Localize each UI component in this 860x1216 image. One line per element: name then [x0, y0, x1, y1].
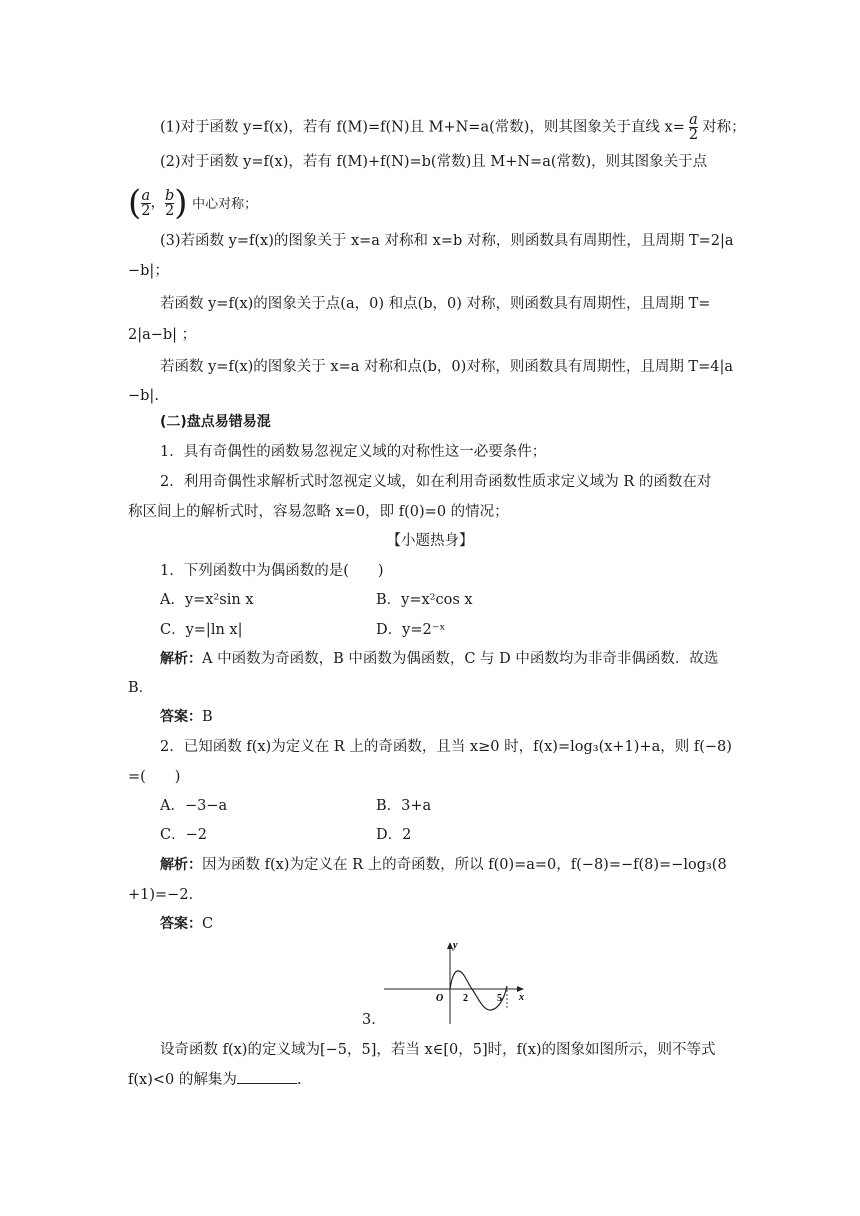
pitfall-2a: 2．利用奇偶性求解析式时忽视定义域，如在利用奇函数性质求定义域为 R 的函数在对 — [160, 474, 712, 490]
line-1 — [160, 113, 760, 142]
q3-stem: 设奇函数 f(x)的定义域为[−5，5]，若当 x∈[0，5]时，f(x)的图象如图所示，则不等式 — [160, 1042, 716, 1058]
origin-label: O — [436, 993, 444, 1004]
q2-option-b: B．3+a — [376, 798, 432, 814]
fraction-a-over-2: $\frac{a}{2}$ — [688, 112, 699, 143]
x-axis-label: x — [519, 992, 524, 1003]
q2-analysis-cont: +1)=−2. — [128, 887, 194, 903]
line-2: (2)对于函数 y=f(x)，若有 f(M)+f(N)=b(常数)且 M+N=a(常数)，则其图象关于点 — [160, 154, 708, 170]
q2-answer — [160, 914, 760, 934]
line-6: 若函数 y=f(x)的图象关于点(a，0) 和点(b，0) 对称，则函数具有周期性，且周期 T= — [160, 296, 711, 312]
q2-answer-label: 答案： — [160, 916, 202, 932]
line-5: −b|； — [128, 263, 169, 279]
q1-option-b: B．y=x²cos x — [376, 592, 473, 608]
section-heading: (二)盘点易错易混 — [160, 414, 271, 430]
line-1-text: (1)对于函数 y=f(x)，若有 f(M)=f(N)且 M+N=a(常数)，则其图象关于直线 x= — [160, 119, 685, 136]
q2-stem: 2．已知函数 f(x)为定义在 R 上的奇函数，且当 x≥0 时，f(x)=log₃(x+1)+a，则 f(−8) — [160, 739, 732, 755]
pitfall-2b: 称区间上的解析式时，容易忽略 x=0，即 f(0)=0 的情况； — [128, 504, 509, 520]
y-axis-label: y — [453, 940, 458, 951]
q2-analysis-text: 因为函数 f(x)为定义在 R 上的奇函数，所以 f(0)=a=0，f(−8)=−f(8)=−log₃(8 — [202, 857, 727, 873]
line-3-tail: 中心对称； — [192, 197, 258, 212]
q1-option-c: C．y=|ln x| — [160, 622, 243, 638]
line-7: 2|a−b| ； — [128, 327, 197, 343]
line-4: (3)若函数 y=f(x)的图象关于 x=a 对称和 x=b 对称，则函数具有周期性，且周期 T=2|a — [160, 233, 734, 249]
q1-analysis-label: 解析： — [160, 651, 202, 667]
q2-analysis-label: 解析： — [160, 857, 202, 873]
q2-option-a: A．−3−a — [160, 798, 228, 814]
q3-stem-cont — [128, 1070, 760, 1090]
q2-stem-cont: =( ) — [128, 769, 181, 785]
tick-5-label: 5 — [497, 993, 502, 1004]
q1-option-d: D．y=2⁻ˣ — [376, 622, 446, 638]
q2-answer-value: C — [202, 916, 214, 932]
q1-answer — [160, 707, 760, 727]
pitfall-1: 1．具有奇偶性的函数易忽视定义域的对称性这一必要条件； — [160, 444, 547, 460]
q1-analysis-cont: B． — [128, 680, 154, 696]
function-curve — [450, 971, 507, 1010]
q1-option-a: A．y=x²sin x — [160, 592, 254, 608]
q2-option-c: C．−2 — [160, 827, 207, 843]
q1-analysis-text: A 中函数为奇函数，B 中函数为偶函数，C 与 D 中函数均为非奇非偶函数．故选 — [202, 651, 719, 667]
line-1-tail: 对称； — [702, 119, 746, 136]
q3-function-graph — [380, 938, 540, 1028]
q2-analysis — [160, 855, 760, 875]
answer-blank — [237, 1071, 297, 1084]
line-3 — [128, 183, 760, 223]
q1-answer-value: B — [202, 709, 213, 725]
q2-option-d: D．2 — [376, 827, 412, 843]
tick-2-label: 2 — [463, 993, 468, 1004]
line-9: −b|. — [128, 388, 159, 404]
q1-analysis — [160, 649, 760, 669]
q1-answer-label: 答案： — [160, 709, 202, 725]
point-bracket: ( a 2 ， b 2 ) — [128, 183, 188, 223]
line-8: 若函数 y=f(x)的图象关于 x=a 对称和点(b，0)对称，则函数具有周期性，且周期 T=4|a — [160, 359, 734, 375]
q1-stem: 1．下列函数中为偶函数的是( ) — [160, 563, 384, 579]
warmup-title: 【小题热身】 — [386, 533, 474, 549]
q3-stem-end: . — [296, 1072, 302, 1088]
q3-number: 3. — [362, 1012, 376, 1028]
q3-stem-text: f(x)<0 的解集为 — [128, 1072, 237, 1088]
